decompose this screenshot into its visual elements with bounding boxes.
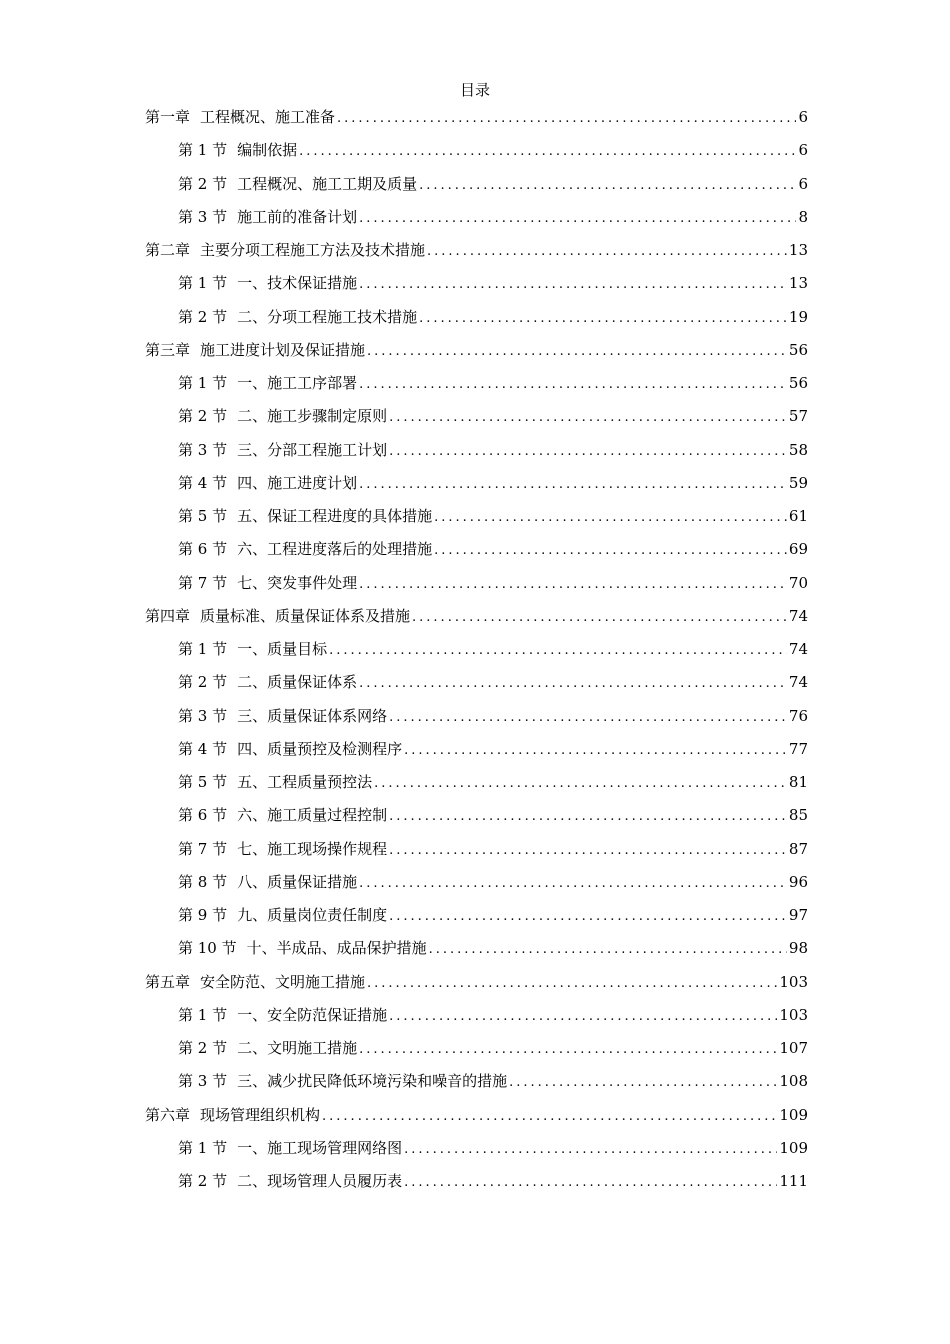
toc-dot-leader <box>359 574 787 596</box>
toc-dot-leader <box>359 873 787 895</box>
toc-page-number: 85 <box>788 806 808 825</box>
toc-entry-text: 六、施工质量过程控制 <box>237 806 388 825</box>
toc-section-entry[interactable] <box>145 439 808 472</box>
toc-dot-leader <box>359 673 787 695</box>
toc-entry-label <box>178 1070 507 1092</box>
toc-entry-label <box>178 1137 402 1159</box>
toc-entry-number: 第 7 节 <box>178 573 228 592</box>
toc-entry-label <box>178 505 432 527</box>
toc-entry-number: 第六章 <box>145 1105 191 1124</box>
toc-entry-number: 第 3 节 <box>178 440 228 459</box>
toc-entry-label <box>178 937 427 959</box>
toc-page-number: 70 <box>788 573 808 592</box>
toc-entry-label <box>178 372 357 394</box>
toc-section-entry[interactable] <box>145 671 808 704</box>
toc-entry-text: 五、保证工程进度的具体措施 <box>237 507 433 525</box>
toc-entry-text: 一、技术保证措施 <box>237 274 358 293</box>
toc-entry-label <box>145 971 365 993</box>
toc-entry-number: 第 1 节 <box>178 274 228 293</box>
toc-entry-text: 六、工程进度落后的处理措施 <box>237 540 433 559</box>
toc-page-number: 57 <box>788 407 808 426</box>
toc-entry-number: 第 6 节 <box>178 806 228 825</box>
toc-page-number: 77 <box>788 739 808 758</box>
toc-page-number: 98 <box>788 939 808 958</box>
toc-entry-text: 五、工程质量预控法 <box>237 773 373 791</box>
toc-section-entry[interactable] <box>145 904 808 937</box>
toc-page-number: 74 <box>788 673 808 692</box>
toc-entry-label <box>145 106 335 128</box>
toc-entry-number: 第 1 节 <box>178 374 228 392</box>
toc-section-entry[interactable] <box>145 572 808 605</box>
toc-entry-label <box>178 838 387 860</box>
toc-dot-leader <box>374 773 787 795</box>
toc-page-number: 76 <box>788 706 808 725</box>
toc-title: 目录 <box>459 81 490 99</box>
toc-entry-number: 第 4 节 <box>178 739 228 758</box>
toc-dot-leader <box>359 274 787 296</box>
toc-entry-number: 第 8 节 <box>178 872 228 891</box>
toc-dot-leader <box>389 840 787 862</box>
toc-entry-number: 第 2 节 <box>178 307 228 326</box>
toc-entry-label <box>178 1037 357 1059</box>
toc-page-number: 103 <box>779 972 808 991</box>
toc-page-number: 61 <box>788 507 808 525</box>
toc-page-number: 97 <box>788 906 808 924</box>
toc-section-entry[interactable] <box>145 272 808 305</box>
toc-entry-label <box>178 738 402 760</box>
toc-dot-leader <box>367 341 787 363</box>
toc-list <box>145 106 808 1203</box>
toc-entry-number: 第 10 节 <box>178 939 237 958</box>
toc-page-number: 69 <box>788 540 808 559</box>
toc-dot-leader <box>329 640 787 662</box>
toc-entry-text: 工程概况、施工准备 <box>200 108 336 126</box>
toc-chapter-entry[interactable] <box>145 106 808 139</box>
toc-dot-leader <box>404 1139 777 1161</box>
toc-dot-leader <box>389 906 787 928</box>
toc-entry-label <box>178 1004 387 1026</box>
toc-entry-text: 二、质量保证体系 <box>237 673 358 692</box>
toc-entry-number: 第 6 节 <box>178 540 228 559</box>
toc-dot-leader <box>389 1006 777 1028</box>
toc-entry-number: 第 7 节 <box>178 839 228 858</box>
toc-chapter-entry[interactable] <box>145 239 808 272</box>
toc-entry-label <box>178 1170 402 1192</box>
toc-section-entry[interactable] <box>145 638 808 671</box>
toc-section-entry[interactable] <box>145 538 808 571</box>
toc-entry-label <box>178 904 387 926</box>
toc-section-entry[interactable] <box>145 306 808 339</box>
toc-dot-leader <box>419 308 787 330</box>
toc-dot-leader <box>359 208 796 230</box>
toc-entry-label <box>178 173 417 195</box>
toc-entry-text: 九、质量岗位责任制度 <box>237 906 388 924</box>
toc-entry-label <box>178 871 357 893</box>
toc-entry-number: 第一章 <box>145 108 191 126</box>
toc-entry-text: 主要分项工程施工方法及技术措施 <box>200 241 426 259</box>
toc-section-entry[interactable] <box>145 1170 808 1203</box>
toc-section-entry[interactable] <box>145 937 808 970</box>
toc-entry-text: 一、施工现场管理网络图 <box>237 1138 403 1157</box>
toc-entry-number: 第 5 节 <box>178 507 228 525</box>
toc-section-entry[interactable] <box>145 1004 808 1037</box>
toc-section-entry[interactable] <box>145 1070 808 1103</box>
toc-page-number: 74 <box>788 640 808 658</box>
toc-dot-leader <box>434 507 787 529</box>
toc-entry-number: 第 4 节 <box>178 473 228 492</box>
toc-entry-number: 第五章 <box>145 972 191 991</box>
toc-dot-leader <box>322 1106 777 1128</box>
toc-entry-number: 第 3 节 <box>178 1072 228 1091</box>
toc-entry-text: 八、质量保证措施 <box>237 872 358 891</box>
toc-entry-text: 七、施工现场操作规程 <box>237 839 388 858</box>
toc-page-number: 6 <box>798 108 808 126</box>
toc-section-entry[interactable] <box>145 1037 808 1070</box>
toc-entry-label <box>178 206 357 228</box>
toc-section-entry[interactable] <box>145 206 808 239</box>
toc-entry-label <box>178 472 357 494</box>
toc-page-number: 109 <box>779 1105 808 1124</box>
toc-entry-text: 工程概况、施工工期及质量 <box>237 174 418 193</box>
toc-page-number: 13 <box>788 274 808 293</box>
toc-chapter-entry[interactable] <box>145 971 808 1004</box>
toc-dot-leader <box>389 707 787 729</box>
toc-entry-text: 一、安全防范保证措施 <box>237 1005 388 1024</box>
toc-entry-text: 现场管理组织机构 <box>200 1105 321 1124</box>
toc-entry-label <box>178 804 387 826</box>
toc-dot-leader <box>359 1039 777 1061</box>
toc-entry-text: 二、分项工程施工技术措施 <box>237 307 418 326</box>
toc-entry-number: 第二章 <box>145 241 191 259</box>
toc-entry-label <box>145 339 365 361</box>
toc-section-entry[interactable] <box>145 472 808 505</box>
toc-entry-text: 二、施工步骤制定原则 <box>237 407 388 426</box>
toc-section-entry[interactable] <box>145 804 808 837</box>
toc-page-number: 103 <box>779 1005 808 1024</box>
toc-entry-number: 第 2 节 <box>178 174 228 193</box>
toc-entry-text: 二、现场管理人员履历表 <box>237 1172 403 1190</box>
toc-entry-label <box>178 638 327 660</box>
toc-page-number: 111 <box>779 1172 808 1190</box>
toc-page-number: 56 <box>788 374 808 392</box>
toc-entry-text: 安全防范、文明施工措施 <box>200 972 366 991</box>
toc-page-number: 109 <box>779 1138 808 1157</box>
toc-entry-label <box>178 405 387 427</box>
toc-page-number: 13 <box>788 241 808 259</box>
toc-entry-text: 三、分部工程施工计划 <box>237 440 388 459</box>
toc-page-number: 56 <box>788 340 808 359</box>
toc-entry-number: 第 1 节 <box>178 1138 228 1157</box>
toc-entry-number: 第 3 节 <box>178 207 228 226</box>
toc-entry-label <box>178 439 387 461</box>
toc-dot-leader <box>427 241 787 263</box>
toc-entry-text: 四、施工进度计划 <box>237 473 358 492</box>
toc-dot-leader <box>389 407 787 429</box>
toc-entry-number: 第 1 节 <box>178 640 228 658</box>
toc-entry-number: 第 3 节 <box>178 706 228 725</box>
toc-dot-leader <box>389 441 787 463</box>
toc-page-number: 108 <box>779 1072 808 1091</box>
toc-page-number: 6 <box>798 174 808 193</box>
toc-page-number: 19 <box>788 307 808 326</box>
toc-entry-text: 七、突发事件处理 <box>237 573 358 592</box>
toc-entry-label <box>145 605 410 627</box>
toc-entry-number: 第 5 节 <box>178 773 228 791</box>
toc-entry-text: 质量标准、质量保证体系及措施 <box>200 606 411 625</box>
toc-dot-leader <box>404 1172 777 1194</box>
toc-section-entry[interactable] <box>145 771 808 804</box>
toc-page-number: 6 <box>798 141 808 160</box>
toc-entry-label <box>145 239 425 261</box>
toc-entry-label <box>178 538 432 560</box>
toc-section-entry[interactable] <box>145 738 808 771</box>
toc-entry-text: 三、减少扰民降低环境污染和噪音的措施 <box>237 1072 508 1091</box>
toc-page-number: 87 <box>788 839 808 858</box>
toc-page-number: 59 <box>788 473 808 492</box>
toc-entry-label <box>178 572 357 594</box>
toc-entry-label <box>145 1104 320 1126</box>
toc-entry-text: 编制依据 <box>237 141 298 160</box>
toc-entry-label <box>178 272 357 294</box>
toc-entry-text: 施工前的准备计划 <box>237 207 358 226</box>
toc-section-entry[interactable] <box>145 505 808 538</box>
toc-entry-text: 施工进度计划及保证措施 <box>200 340 366 359</box>
toc-dot-leader <box>359 374 787 396</box>
toc-entry-text: 一、施工工序部署 <box>237 374 358 392</box>
toc-entry-text: 二、文明施工措施 <box>237 1039 358 1057</box>
toc-entry-label <box>178 705 387 727</box>
toc-dot-leader <box>299 141 796 163</box>
toc-entry-label <box>178 671 357 693</box>
toc-chapter-entry[interactable] <box>145 1104 808 1137</box>
toc-dot-leader <box>434 540 787 562</box>
toc-entry-label <box>178 771 372 793</box>
toc-entry-number: 第 2 节 <box>178 673 228 692</box>
toc-section-entry[interactable] <box>145 173 808 206</box>
toc-dot-leader <box>404 740 787 762</box>
toc-dot-leader <box>359 474 787 496</box>
toc-dot-leader <box>412 607 787 629</box>
toc-section-entry[interactable] <box>145 372 808 405</box>
toc-entry-text: 一、质量目标 <box>237 640 328 658</box>
toc-dot-leader <box>389 806 787 828</box>
toc-section-entry[interactable] <box>145 871 808 904</box>
toc-entry-number: 第 2 节 <box>178 1039 228 1057</box>
toc-dot-leader <box>419 175 796 197</box>
toc-section-entry[interactable] <box>145 705 808 738</box>
toc-page-number: 81 <box>788 773 808 791</box>
toc-dot-leader <box>509 1072 777 1094</box>
toc-entry-number: 第 9 节 <box>178 906 228 924</box>
toc-entry-text: 三、质量保证体系网络 <box>237 706 388 725</box>
toc-dot-leader <box>337 108 796 130</box>
toc-page-number: 8 <box>798 207 808 226</box>
toc-section-entry[interactable] <box>145 838 808 871</box>
toc-chapter-entry[interactable] <box>145 339 808 372</box>
toc-entry-text: 四、质量预控及检测程序 <box>237 739 403 758</box>
toc-section-entry[interactable] <box>145 405 808 438</box>
toc-chapter-entry[interactable] <box>145 605 808 638</box>
toc-entry-number: 第 2 节 <box>178 1172 228 1190</box>
toc-page-number: 107 <box>779 1039 808 1057</box>
toc-section-entry[interactable] <box>145 139 808 172</box>
toc-page-number: 74 <box>788 606 808 625</box>
toc-entry-number: 第 2 节 <box>178 407 228 426</box>
toc-section-entry[interactable] <box>145 1137 808 1170</box>
toc-entry-number: 第三章 <box>145 340 191 359</box>
toc-entry-label <box>178 306 417 328</box>
toc-entry-text: 十、半成品、成品保护措施 <box>246 939 427 958</box>
toc-dot-leader <box>429 939 787 961</box>
toc-entry-number: 第 1 节 <box>178 1005 228 1024</box>
toc-entry-number: 第四章 <box>145 606 191 625</box>
toc-entry-number: 第 1 节 <box>178 141 228 160</box>
toc-entry-label <box>178 139 297 161</box>
toc-page-number: 96 <box>788 872 808 891</box>
toc-page-number: 58 <box>788 440 808 459</box>
toc-dot-leader <box>367 973 777 995</box>
